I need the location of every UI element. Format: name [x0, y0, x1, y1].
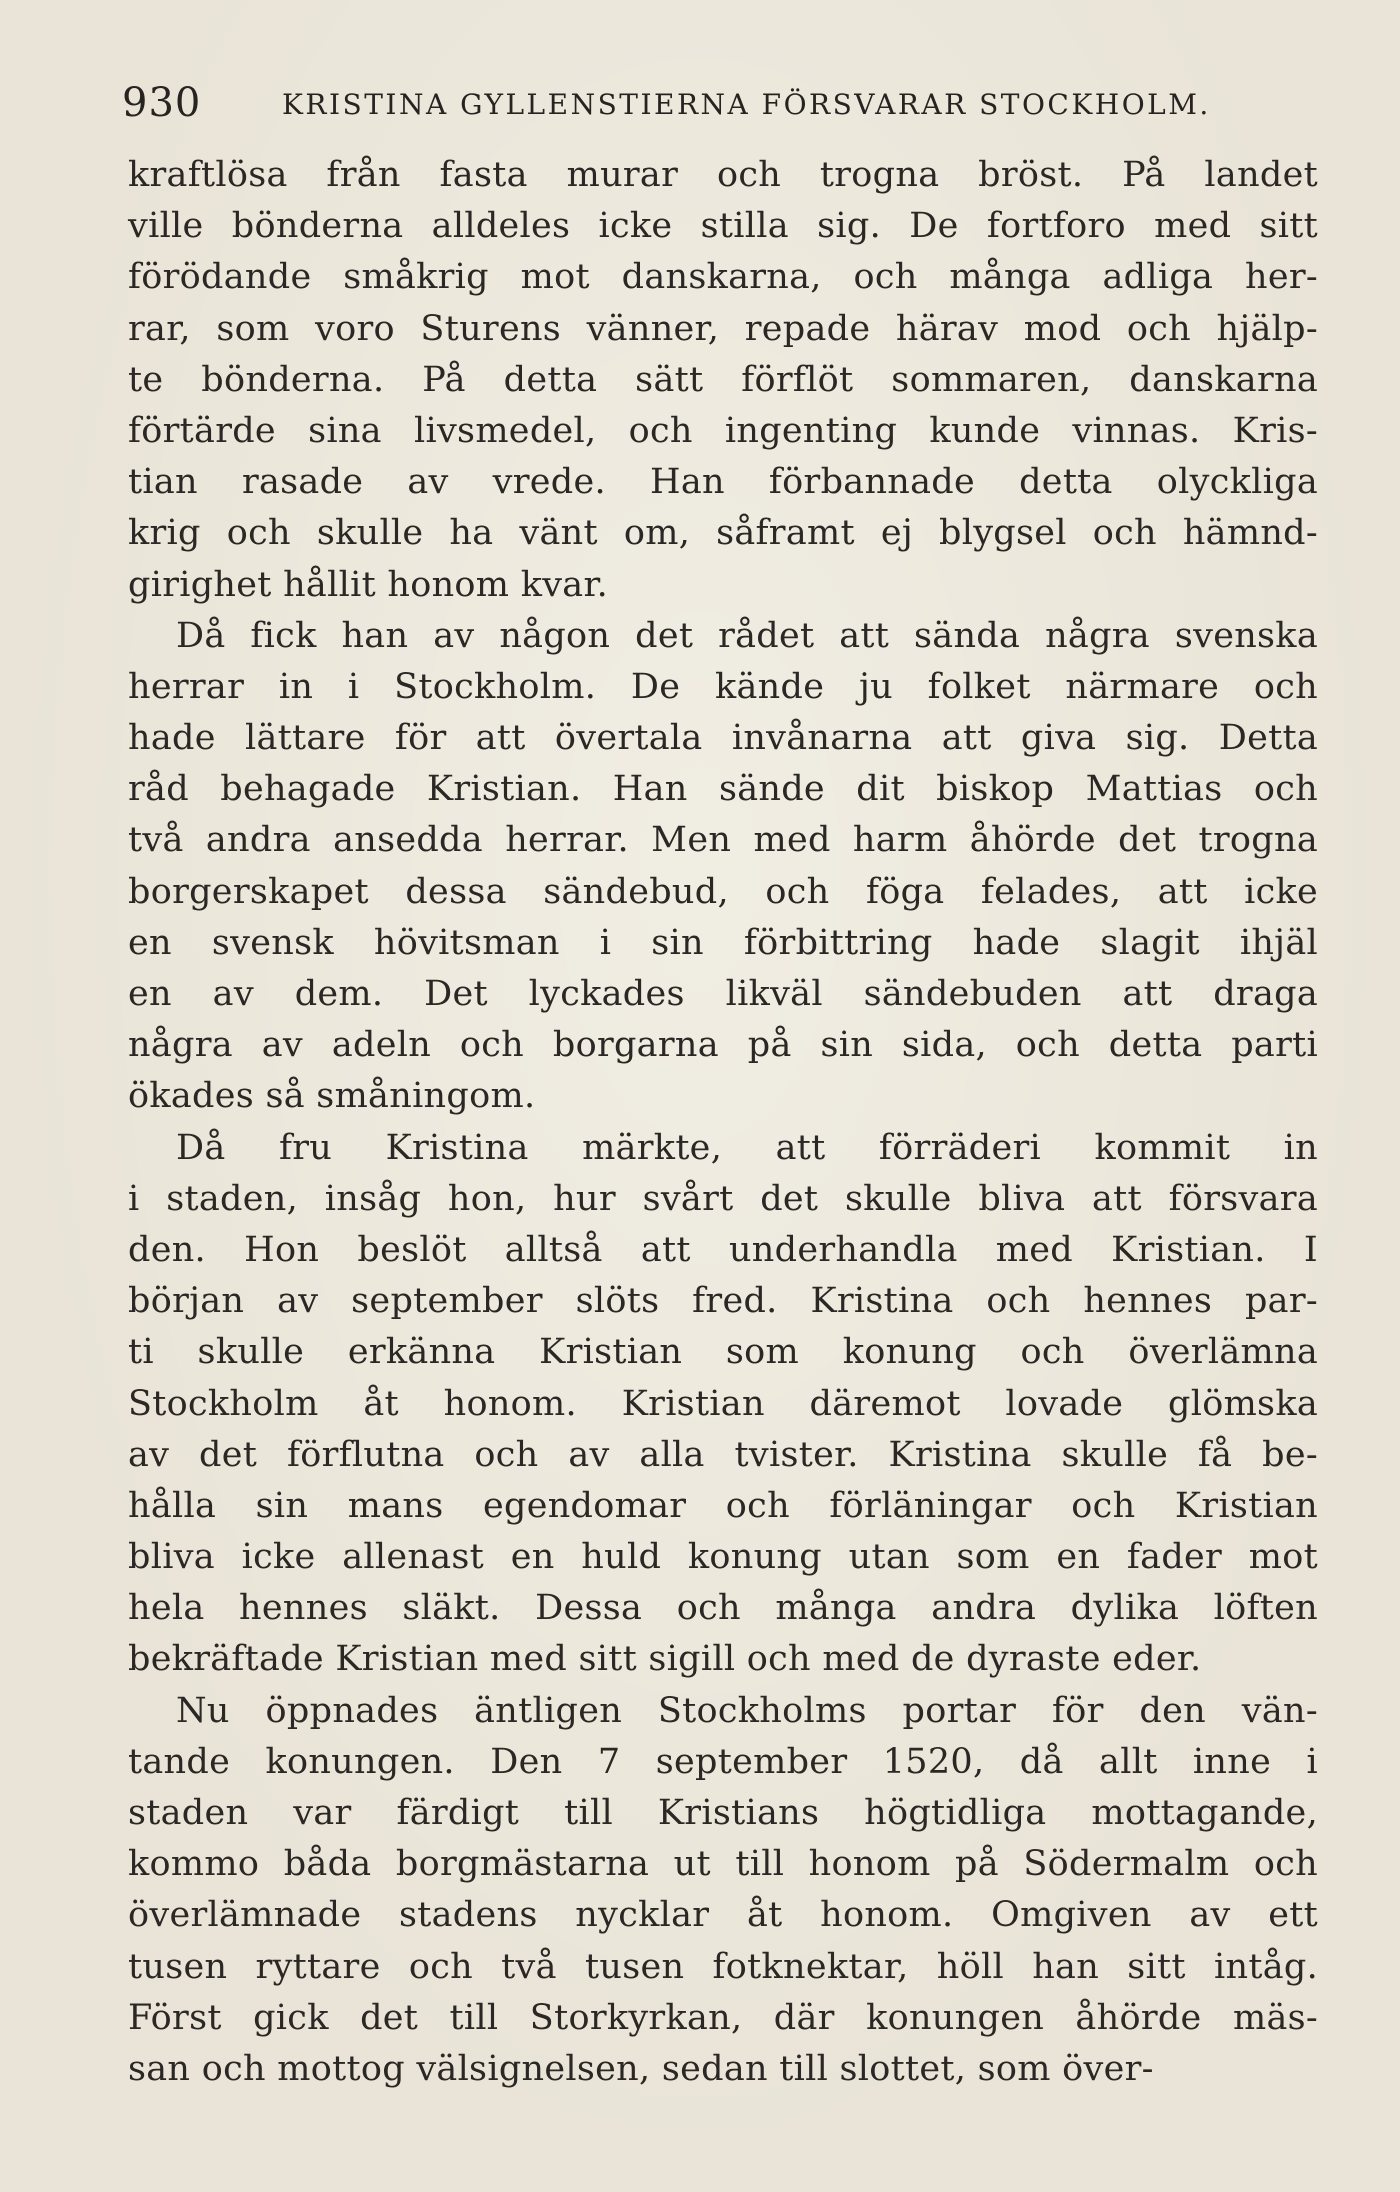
text-line: Först gick det till Storkyrkan, där konungen åhörde mäs-	[128, 1997, 1318, 2038]
text-line: två andra ansedda herrar. Men med harm åhörde det trogna	[128, 820, 1318, 861]
text-line: girighet hållit honom kvar.	[128, 564, 609, 605]
text-line: av det förflutna och av alla tvister. Kristina skulle få be-	[128, 1434, 1318, 1475]
text-line: kommo båda borgmästarna ut till honom på Södermalm och	[128, 1844, 1318, 1885]
text-line: Då fick han av någon det rådet att sända några svenska	[176, 615, 1318, 656]
text-line: den. Hon beslöt alltså att underhandla med Kristian. I	[128, 1229, 1318, 1270]
text-line: staden var färdigt till Kristians högtidliga mottagande,	[128, 1793, 1318, 1833]
text-line: ville bönderna alldeles icke stilla sig. De fortforo med sitt	[128, 206, 1318, 247]
text-line: herrar in i Stockholm. De kände ju folket närmare och	[128, 666, 1318, 707]
body-text	[128, 150, 1318, 2095]
page-header	[122, 80, 1232, 130]
text-line: tusen ryttare och två tusen fotknektar, höll han sitt intåg.	[128, 1946, 1318, 1987]
text-line: bekräftade Kristian med sitt sigill och med de dyraste eder.	[128, 1639, 1202, 1680]
text-line: några av adeln och borgarna på sin sida, och detta parti	[128, 1025, 1318, 1066]
text-line: hade lättare för att övertala invånarna att giva sig. Detta	[128, 718, 1318, 759]
text-line: te bönderna. På detta sätt förflöt sommaren, danskarna	[128, 359, 1318, 400]
text-line: rar, som voro Sturens vänner, repade härav mod och hjälp-	[128, 308, 1318, 349]
text-line: Stockholm åt honom. Kristian däremot lovade glömska	[128, 1383, 1318, 1424]
text-line: en av dem. Det lyckades likväl sändebuden att draga	[128, 974, 1318, 1014]
text-line: början av september slöts fred. Kristina och hennes par-	[128, 1281, 1318, 1322]
page-number: 930	[122, 80, 202, 126]
text-line: råd behagade Kristian. Han sände dit biskop Mattias och	[128, 769, 1318, 810]
text-line: en svensk hövitsman i sin förbittring hade slagit ihjäl	[128, 922, 1318, 963]
text-line: hålla sin mans egendomar och förläningar och Kristian	[128, 1485, 1318, 1526]
running-title: KRISTINA GYLLENSTIERNA FÖRSVARAR STOCKHOLM.	[282, 88, 1211, 121]
text-line: hela hennes släkt. Dessa och många andra dylika löften	[128, 1588, 1318, 1629]
text-line: Nu öppnades äntligen Stockholms portar för den vän-	[176, 1690, 1318, 1731]
text-line: ti skulle erkänna Kristian som konung och överlämna	[128, 1332, 1318, 1373]
text-line: Då fru Kristina märkte, att förräderi kommit in	[176, 1127, 1318, 1168]
text-line: tande konungen. Den 7 september 1520, då allt inne i	[128, 1741, 1318, 1782]
text-line: borgerskapet dessa sändebud, och föga felades, att icke	[128, 871, 1318, 912]
text-line: bliva icke allenast en huld konung utan som en fader mot	[128, 1537, 1318, 1578]
text-line: san och mottog välsignelsen, sedan till slottet, som över-	[128, 2048, 1154, 2089]
text-line: överlämnade stadens nycklar åt honom. Omgiven av ett	[128, 1895, 1318, 1936]
text-line: tian rasade av vrede. Han förbannade detta olyckliga	[128, 462, 1318, 503]
text-line: i staden, insåg hon, hur svårt det skulle bliva att försvara	[128, 1178, 1318, 1219]
text-line: ökades så småningom.	[128, 1076, 536, 1117]
text-line: förödande småkrig mot danskarna, och många adliga her-	[128, 257, 1318, 298]
text-line: förtärde sina livsmedel, och ingenting kunde vinnas. Kris-	[128, 410, 1318, 451]
text-line: kraftlösa från fasta murar och trogna bröst. På landet	[128, 155, 1318, 195]
text-line: krig och skulle ha vänt om, såframt ej blygsel och hämnd-	[128, 513, 1318, 554]
